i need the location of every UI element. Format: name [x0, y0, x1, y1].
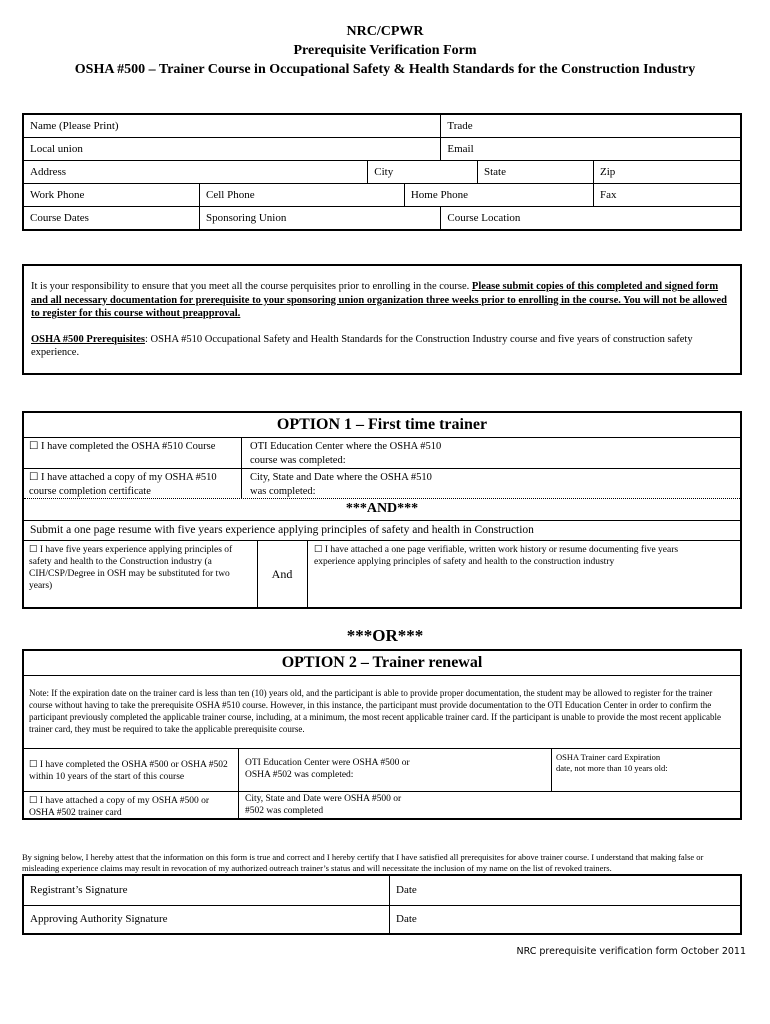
approving-authority-signature-field[interactable]: Approving Authority Signature: [23, 905, 390, 934]
registrant-signature-field[interactable]: Registrant’s Signature: [23, 875, 390, 905]
attached-trainer-card-checkbox[interactable]: ☐ I have attached a copy of my OSHA #500 or OSHA #502 trainer card: [29, 796, 209, 818]
name-field[interactable]: Name (Please Print): [23, 114, 441, 138]
email-field[interactable]: Email: [441, 138, 741, 161]
trainer-card-expiration-label: OSHA Trainer card Expiration date, not more than 10 years old:: [556, 752, 668, 773]
city-state-date-510-label: City, State and Date where the OSHA #510 was completed:: [250, 472, 432, 497]
address-field[interactable]: Address: [23, 161, 368, 184]
footer-note: NRC prerequisite verification form October 2011: [516, 946, 746, 957]
city-field[interactable]: City: [368, 161, 478, 184]
or-heading: ***OR***: [346, 626, 424, 645]
notice-box: [22, 264, 742, 375]
work-phone-field[interactable]: Work Phone: [23, 184, 200, 207]
divider: [24, 540, 740, 541]
divider: [24, 520, 740, 521]
local-union-field[interactable]: Local union: [23, 138, 441, 161]
renewal-note: Note: If the expiration date on the trainer card is less than ten (10) years old, and the participant is able to provide proper documentation, the student may be allowed to register for the trainer course without having to take the prerequisite OSHA #510 course. However, in this instance, the participant must provide documentation to the OTI Education Center in order to confirm the participant previously completed the applicable trainer course, including, at a minimum, the most recent applicable trainer card. If the participant is unable to provide the most recent applicable trainer card, they must be required to take the applicable prerequisite course.: [29, 688, 721, 734]
divider: [238, 748, 239, 820]
completed-500-checkbox[interactable]: ☐ I have completed the OSHA #500 or OSHA #502 within 10 years of the start of this course: [29, 760, 228, 782]
oti-center-500-label: OTI Education Center were OSHA #500 or OSHA #502 was completed:: [245, 758, 410, 780]
divider: [24, 498, 740, 499]
oti-center-510-label: OTI Education Center where the OSHA #510 course was completed:: [250, 441, 442, 466]
registrant-info-table: [22, 113, 742, 231]
and-heading: ***AND***: [345, 501, 419, 516]
option2-section: [22, 649, 742, 820]
form-title: Prerequisite Verification Form: [293, 43, 477, 58]
option1-title: OPTION 1 – First time trainer: [276, 416, 488, 433]
signature-table: [22, 874, 742, 935]
attached-510-certificate-checkbox[interactable]: ☐ I have attached a copy of my OSHA #510 course completion certificate: [29, 472, 217, 497]
divider: [24, 791, 740, 792]
resume-requirement: Submit a one page resume with five years experience applying principles of safety and health in Construction: [30, 524, 534, 536]
divider: [24, 437, 740, 438]
divider: [24, 468, 740, 469]
prereq-paragraph: [31, 333, 733, 360]
attestation-statement: By signing below, I hereby attest that the information on this form is true and correct and I hereby certify that I have satisfied all prerequisites for above trainer course. I understand that making false or misleading experience claims may result in revocation of my authorized outreach trainer’s status and will necessitate the inclusion of my name on the list of revoked trainers.: [22, 852, 704, 873]
divider: [307, 540, 308, 609]
course-title: OSHA #500 – Trainer Course in Occupational Safety & Health Standards for the Construction Industry: [74, 62, 696, 77]
city-state-date-500-label: City, State and Date were OSHA #500 or #502 was completed: [245, 794, 402, 816]
notice-paragraph: [31, 280, 733, 321]
option1-section: [22, 411, 742, 609]
divider: [24, 748, 740, 749]
divider: [257, 540, 258, 609]
notice-intro: It is your responsibility to ensure that you meet all the course perquisites prior to enrolling in the course.: [31, 281, 472, 292]
notice-submission-instructions: Please submit copies of this completed and signed form and all necessary documentation for prerequisite to your sponsoring union organization three weeks prior to enrolling in the course. You will not be allowed to register for this course without preapproval.: [31, 281, 727, 319]
option2-title: OPTION 2 – Trainer renewal: [281, 654, 483, 671]
divider: [24, 675, 740, 676]
trade-field[interactable]: Trade: [441, 114, 741, 138]
fax-field[interactable]: Fax: [594, 184, 742, 207]
course-dates-field[interactable]: Course Dates: [23, 207, 200, 231]
attached-work-history-checkbox[interactable]: ☐ I have attached a one page verifiable, written work history or resume documenting five years experience applying principles of safety and health to the construction industry: [314, 545, 679, 567]
prereq-text: : OSHA #510 Occupational Safety and Health Standards for the Construction Industry course and five years of construction safety experience.: [31, 333, 693, 358]
form-org: NRC/CPWR: [346, 24, 424, 39]
home-phone-field[interactable]: Home Phone: [404, 184, 593, 207]
and-label: And: [271, 567, 293, 581]
approving-date-field[interactable]: Date: [390, 905, 742, 934]
registrant-date-field[interactable]: Date: [390, 875, 742, 905]
prereq-label: OSHA #500 Prerequisites: [31, 333, 145, 345]
course-location-field[interactable]: Course Location: [441, 207, 741, 231]
cell-phone-field[interactable]: Cell Phone: [200, 184, 405, 207]
sponsoring-union-field[interactable]: Sponsoring Union: [200, 207, 441, 231]
divider: [551, 748, 552, 791]
five-years-experience-checkbox[interactable]: ☐ I have five years experience applying principles of safety and health to the Construction industry (a CIH/CSP/Degree in OSH may be substituted for two years): [29, 545, 233, 591]
completed-510-checkbox[interactable]: ☐ I have completed the OSHA #510 Course: [29, 441, 216, 452]
state-field[interactable]: State: [478, 161, 594, 184]
zip-field[interactable]: Zip: [594, 161, 742, 184]
